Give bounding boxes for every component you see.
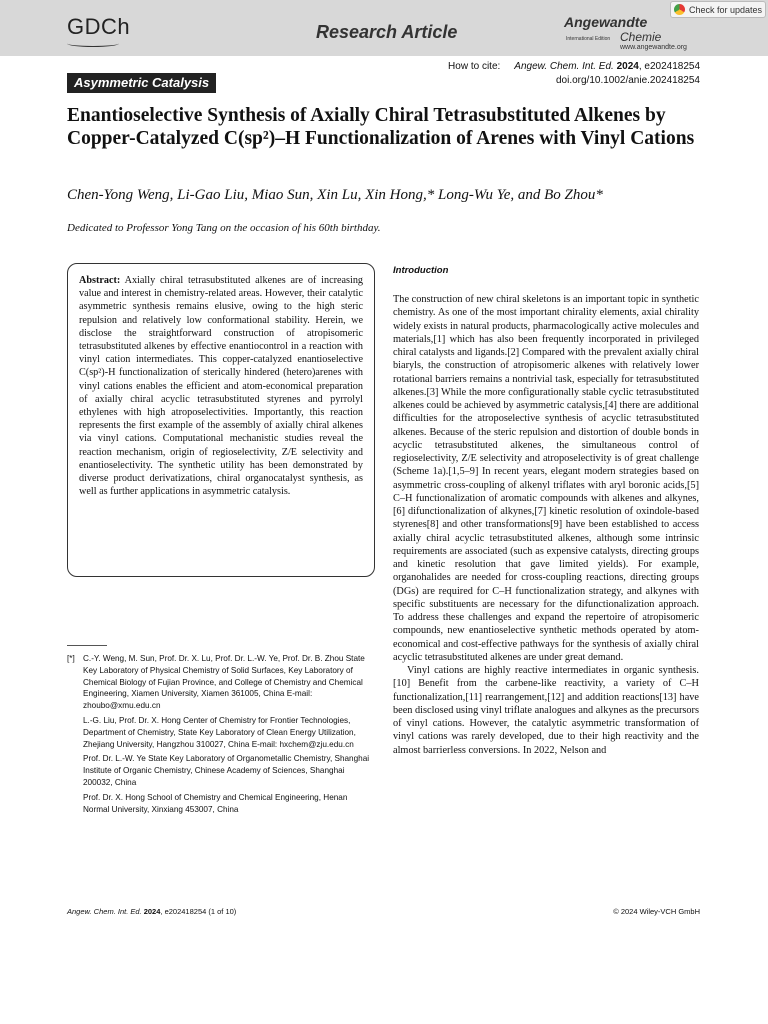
authors: Chen-Yong Weng, Li-Gao Liu, Miao Sun, Xin Lu, Xin Hong,* Long-Wu Ye, and Bo Zhou* — [67, 187, 603, 203]
footnote-rule — [67, 645, 107, 646]
cite-article-id: , e202418254 — [638, 61, 700, 72]
affiliation-block: Prof. Dr. L.-W. Ye State Key Laboratory of Organometallic Chemistry, Shanghai Institute of Organic Chemistry, Chinese Academy of Sciences, Shanghai 200032, China — [83, 754, 370, 787]
abstract-label: Abstract: — [79, 275, 121, 286]
affiliation-mark: [*] — [67, 654, 75, 663]
citation-block — [448, 60, 700, 88]
cite-year: 2024 — [616, 61, 639, 72]
footer-copyright: © 2024 Wiley-VCH GmbH — [613, 907, 700, 916]
affiliation-block: Prof. Dr. X. Hong School of Chemistry and Chemical Engineering, Henan Normal University, Xinxiang 453007, China — [83, 792, 348, 814]
cite-label: How to cite: — [448, 61, 501, 72]
cite-doi[interactable]: doi.org/10.1002/anie.202418254 — [555, 75, 700, 86]
footer-citation — [67, 907, 236, 916]
journal-header — [0, 0, 768, 56]
affiliations — [67, 653, 372, 818]
body-paragraph: The construction of new chiral skeletons is an important topic in synthetic chemistry. As one of the most important chirality elements, axial chirality widely exists in natural products, pharmacologically active molecules and materials,[1] which has also been frequently incorporated in privileged chiral catalysts and ligands.[2] Compared with the prevalent axially chiral biaryls, the construction of atropisomeric alkenes with relatively lower rotational barriers remains a nontrivial task, especially for tetrasubstituted alkenes.[3] While the more configurationally stable cyclic tetrasubstituted alkenes could be achieved by asymmetric catalysis,[4] there are additional difficulties for the atroposelective synthesis of acyclic tetrasubstituted alkenes. Because of the steric repulsion and distortion of double bonds in acyclic tetrasubstituted alkenes, the simultaneous control of regioselectivity, Z/E selectivity and atroposelectivity is of great challenge (Scheme 1a).[1,5–9] In recent years, elegant modern strategies based on asymmetric cross-coupling of alkenyl triflates with aryl boronic acids,[5] C–H functionalization of aromatic compounds with alkenes and alkynes,[6] difunctionalization of alkynes,[7] kinetic resolution of oxindole-based styrenes[8] and other transformations[9] have been established to access axially chiral acyclic tetrasubstituted alkenes, although some intrinsic requirements are associated (such as expensive catalysts, directing groups and kinetic resolution that gave limited yields). For example, organohalides are needed for cross-coupling reactions, directing groups (DGs) are required for C–H functionalization strategy, and alkynes with specific substituents are necessary for the difunctionalization approach. To address these challenges and expand the repertoire of atropisomeric compounds, new enantioselective synthetic methods operated by atom-economical and cost-effective pathways for the synthesis of axially chiral acyclic tetrasubstituted alkenes are under great demand. — [393, 294, 699, 663]
crossmark-icon — [674, 4, 685, 15]
check-for-updates-label: Check for updates — [689, 4, 763, 15]
article-type: Research Article — [316, 22, 458, 42]
footer-journal: Angew. Chem. Int. Ed. — [67, 907, 142, 916]
body-paragraph: Vinyl cations are highly reactive intermediates in organic synthesis.[10] Benefit from the carbene-like reactivity, a variety of C–H functionalization,[11] rearrangement,[12] and addition reactions[13] have been disclosed using vinyl triflate analogues and alkynes as the precursors of vinyl cations. However, the catalytic asymmetric transformation of vinyl cations was rarely developed, due to their high reactivity and the almost barrierless conversions. In 2022, Nelson and — [393, 665, 699, 756]
topic-tag: Asymmetric Catalysis — [67, 73, 216, 93]
abstract-box — [67, 263, 375, 577]
gdch-logo-arc — [67, 40, 119, 47]
dedication: Dedicated to Professor Yong Tang on the occasion of his 60th birthday. — [67, 222, 381, 234]
abstract-text: Axially chiral tetrasubstituted alkenes are of increasing value and interest in chemistry-related areas. However, their catalytic asymmetric synthesis remains elusive, owing to the high steric repulsion and relatively low conformational stability. Herein, we disclose the straightforward construction of atropisomeric tetrasubstituted alkenes by effective enantiocontrol in a reaction with vinyl cation intermediates. This copper-catalyzed enantioselective C(sp²)-H functionalization of sterically hindered (hetero)arenes with vinyl cations enables the efficient and atom-economical preparation of axially chiral acyclic tetrasubstituted styrenes and pyrrolyl ethylenes with high atroposelectivities. Importantly, this reaction represents the first example of the assembly of axially chiral alkenes via vinyl cations. Computational mechanistic studies reveal the reaction mechanism, origin of regioselectivity, Z/E selectivity and enantioselectivity. The synthetic utility has been demonstrated by diverse product derivatizations, chiral organocatalyst synthesis, as well as further applications in asymmetric catalysis. — [79, 275, 364, 498]
affiliation-block: C.-Y. Weng, M. Sun, Prof. Dr. X. Lu, Prof. Dr. L.-W. Ye, Prof. Dr. B. Zhou State Key Laboratory of Physical Chemistry of Solid Surfaces, Key Laboratory of Chemical Biology of Fujian Province, and College of Chemistry and Chemical Engineering, Xiamen University, Xiamen 361005, China E-mail: zhoubo@xmu.edu.cn — [83, 654, 365, 711]
introduction-body — [393, 293, 699, 757]
journal-edition: International Edition — [566, 36, 611, 42]
footer-year: 2024 — [143, 907, 161, 916]
introduction-heading: Introduction — [393, 265, 449, 276]
article-title: Enantioselective Synthesis of Axially Chiral Tetrasubstituted Alkenes by Copper-Catalyzed C(sp²)–H Functionalization of Arenes with Vinyl Cations — [67, 105, 695, 149]
gdch-logo: GDCh — [67, 14, 131, 39]
affiliation-block: L.-G. Liu, Prof. Dr. X. Hong Center of Chemistry for Frontier Technologies, Department of Chemistry, State Key Laboratory of Clean Energy Utilization, Zhejiang University, Hangzhou 310027, China E-mail: hxchem@zju.edu.cn — [83, 715, 356, 749]
check-for-updates-button[interactable] — [670, 1, 766, 18]
footer-page: , e202418254 (1 of 10) — [160, 907, 237, 916]
journal-logo: Angewandte — [564, 14, 648, 30]
journal-logo-sub: Chemie — [620, 30, 662, 44]
journal-url: www.angewandte.org — [620, 44, 687, 51]
cite-journal: Angew. Chem. Int. Ed. — [514, 61, 614, 72]
